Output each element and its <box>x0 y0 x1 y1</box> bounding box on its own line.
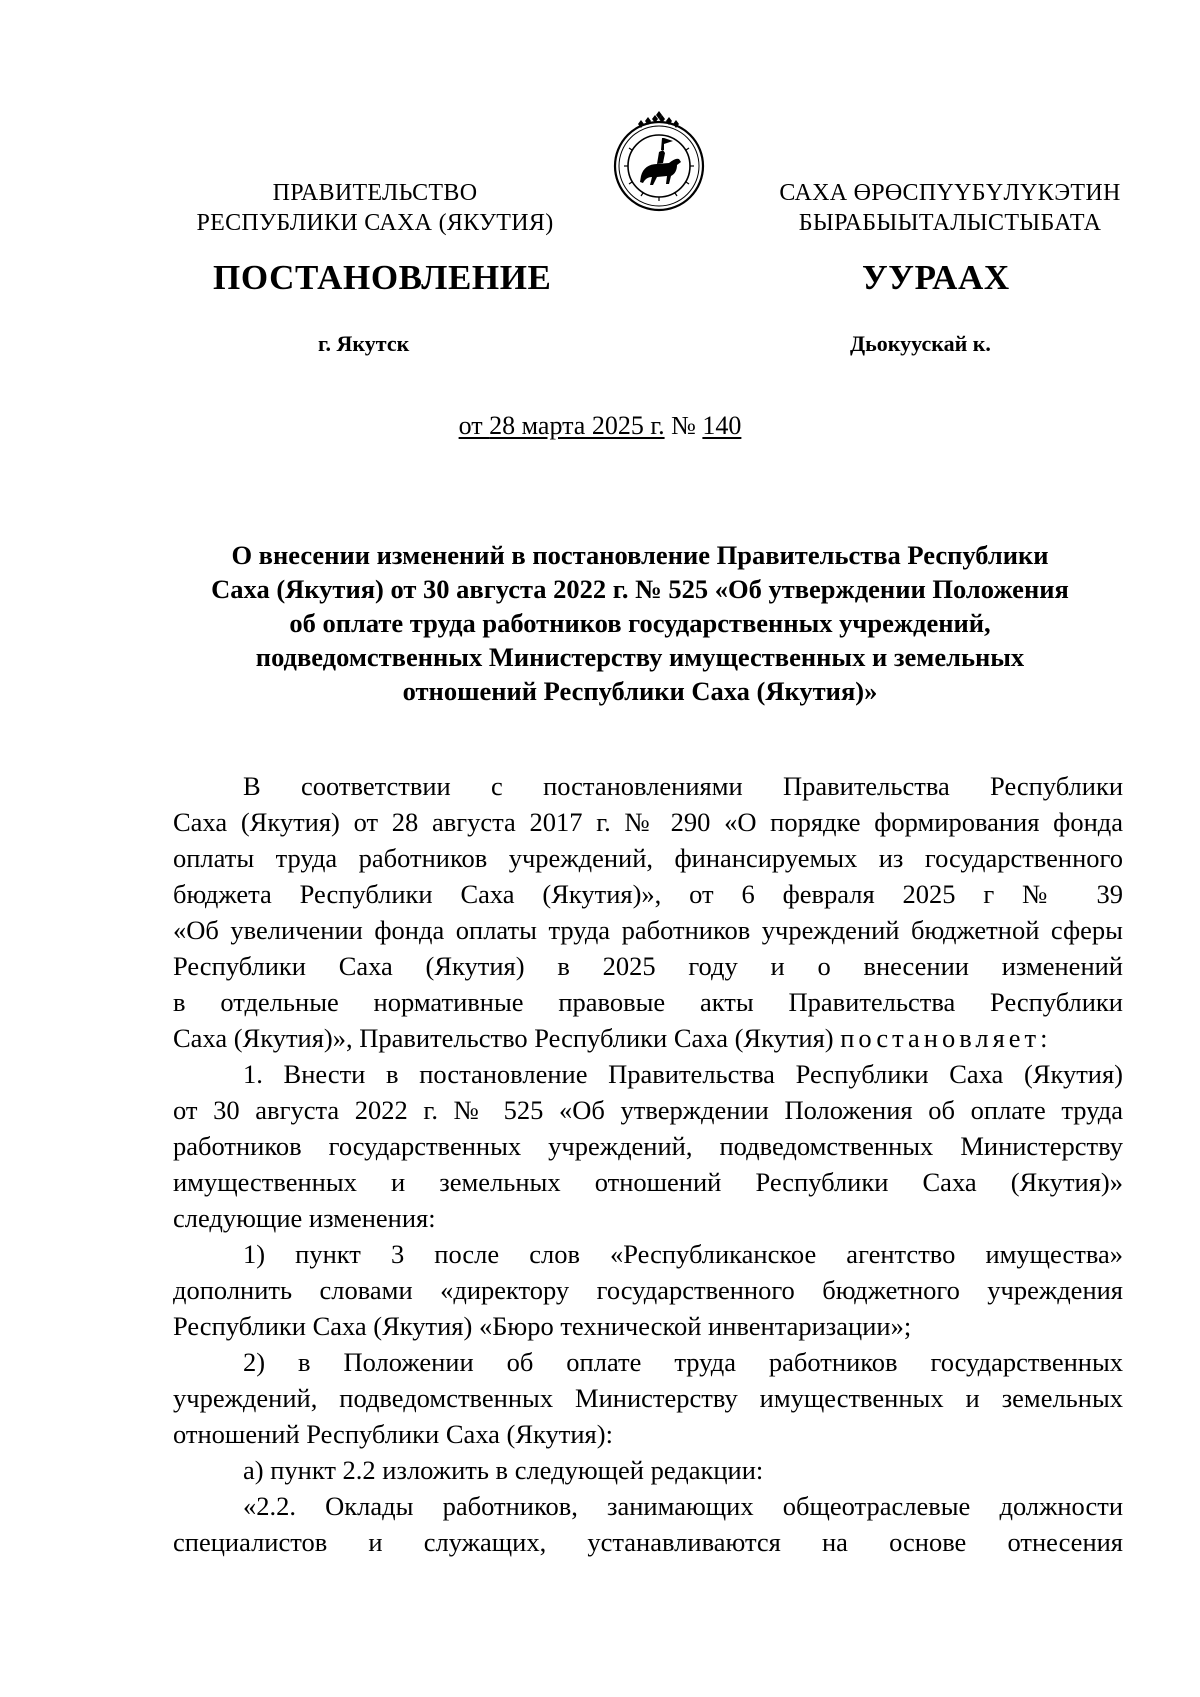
body-line: Саха (Якутия) от 28 августа 2017 г. № 290 «О порядке формирования фонда <box>173 807 1123 837</box>
body-line: следующие изменения: <box>173 1203 436 1233</box>
coat-of-arms-icon <box>605 110 713 218</box>
doc-type-russian: ПОСТАНОВЛЕНИЕ <box>213 258 552 297</box>
title-line: Саха (Якутия) от 30 августа 2022 г. № 525 «Об утверждении Положения <box>211 574 1069 604</box>
title-line: подведомственных Министерству имущественных и земельных <box>255 642 1025 672</box>
body-line: «Об увеличении фонда оплаты труда работников учреждений бюджетной сферы <box>173 915 1123 945</box>
resolves-word: постановляет: <box>840 1023 1052 1053</box>
header-right-line-2: БЫРАБЫЫТАЛЫСТЫБАТА <box>798 210 1102 236</box>
body-line: В соответствии с постановлениями Правительства Республики <box>243 771 1123 801</box>
header-left-line-2: РЕСПУБЛИКИ САХА (ЯКУТИЯ) <box>196 210 554 236</box>
header-right-line-1: САХА ӨРӨСПҮҮБҮЛҮКЭТИН <box>779 180 1121 206</box>
body-line: учреждений, подведомственных Министерству имущественных и земельных <box>173 1383 1123 1413</box>
body-line: дополнить словами «директору государственного бюджетного учреждения <box>173 1275 1123 1305</box>
date-prefix: от <box>458 411 490 440</box>
body-line: 1) пункт 3 после слов «Республиканское агентство имущества» <box>243 1239 1123 1269</box>
title-line: отношений Республики Саха (Якутия)» <box>402 676 878 706</box>
body-line: 2) в Положении об оплате труда работников государственных <box>243 1347 1123 1377</box>
body-line: оплаты труда работников учреждений, финансируемых из государственного <box>173 843 1123 873</box>
body-line: от 30 августа 2022 г. № 525 «Об утверждении Положения об оплате труда <box>173 1095 1123 1125</box>
body-line: отношений Республики Саха (Якутия): <box>173 1419 613 1449</box>
body-line: а) пункт 2.2 изложить в следующей редакции: <box>243 1455 764 1485</box>
body-line: Республики Саха (Якутия) в 2025 году и о внесении изменений <box>173 951 1123 981</box>
date-number-line <box>0 410 1200 442</box>
document-number: 140 <box>702 411 742 440</box>
document-body <box>173 768 1123 1560</box>
body-line: специалистов и служащих, устанавливаются на основе отнесения <box>173 1527 1123 1557</box>
header-left-line-1: ПРАВИТЕЛЬСТВО <box>272 180 478 206</box>
document-date: 28 марта 2025 г. <box>489 411 665 440</box>
body-line-resolves <box>173 1020 1123 1056</box>
document-title <box>160 538 1120 708</box>
body-line: работников государственных учреждений, подведомственных Министерству <box>173 1131 1123 1161</box>
number-sign: № <box>664 411 703 440</box>
body-line-text: Саха (Якутия)», Правительство Республики Саха (Якутия) <box>173 1023 841 1053</box>
body-line: имущественных и земельных отношений Республики Саха (Якутия)» <box>173 1167 1123 1197</box>
title-line: об оплате труда работников государственных учреждений, <box>289 608 991 638</box>
body-line: «2.2. Оклады работников, занимающих общеотраслевые должности <box>243 1491 1123 1521</box>
body-line: 1. Внести в постановление Правительства Республики Саха (Якутия) <box>243 1059 1123 1089</box>
title-line: О внесении изменений в постановление Правительства Республики <box>231 540 1049 570</box>
header-left-authority <box>160 178 590 238</box>
city-yakut: Дьокуускай к. <box>850 331 991 356</box>
body-line: бюджета Республики Саха (Якутия)», от 6 февраля 2025 г № 39 <box>173 879 1123 909</box>
city-russian: г. Якутск <box>318 331 410 356</box>
header-right-authority <box>735 178 1165 238</box>
doc-type-yakut: УУРААХ <box>862 258 1010 297</box>
body-line: в отдельные нормативные правовые акты Правительства Республики <box>173 987 1123 1017</box>
body-line: Республики Саха (Якутия) «Бюро технической инвентаризации»; <box>173 1311 912 1341</box>
